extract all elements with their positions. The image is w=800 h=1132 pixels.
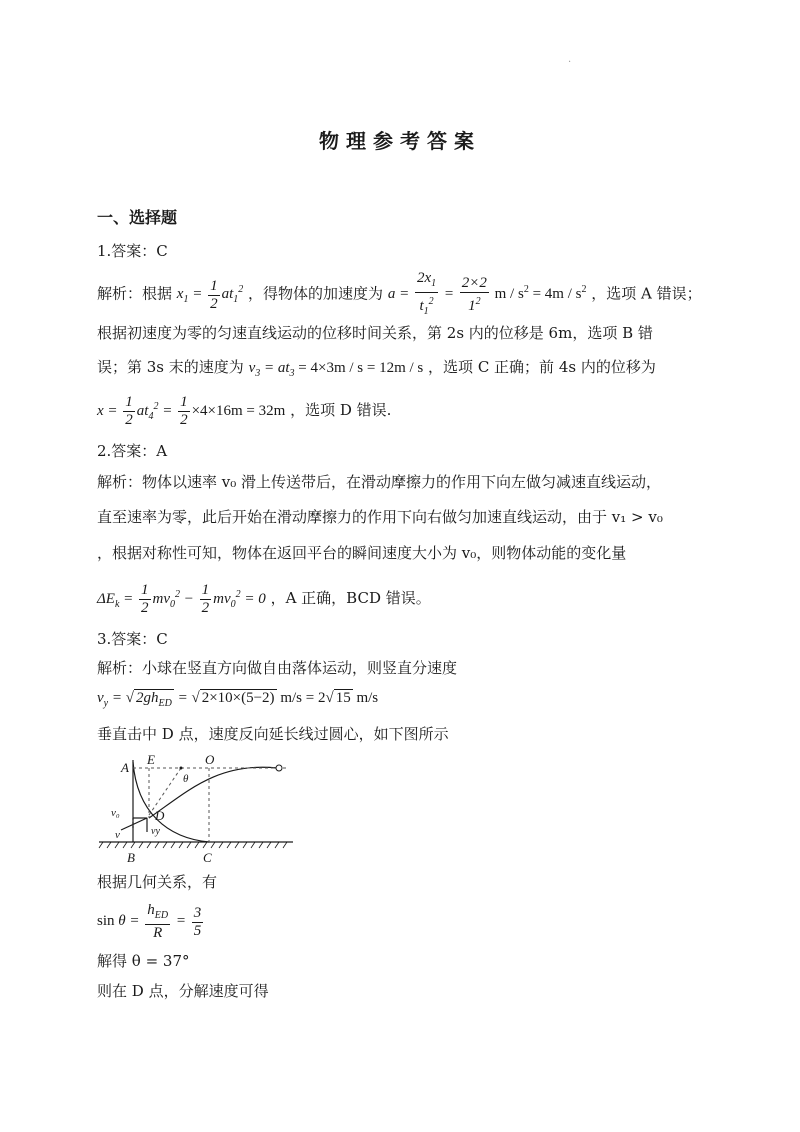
q2-line-4: $\Delta E_k$ = $\frac{1}{2}$ $mv_0^2$ − $\frac{1}{2}$ $mv_0^2 = 0$ ，A 正确，BCD 错误。 <box>97 582 431 617</box>
label-theta: θ <box>183 773 189 785</box>
label-d: D <box>155 808 165 823</box>
label-c: C <box>203 850 212 864</box>
formula-acceleration: a = $\frac{2x_1}{t_1^2}$ = $\frac{2\times 2}{1^2}$ $m / s^2 = 4m / s^2$ <box>387 270 587 317</box>
label-a: A <box>121 760 129 775</box>
start-point-marker <box>276 765 282 771</box>
formula-displacement: $x_1$ = $\frac{1}{2}$ $at_1^2$ <box>176 277 244 312</box>
label-v: v <box>115 829 120 841</box>
section-heading: 一、选择题 <box>97 208 178 227</box>
label-vy: vy <box>151 826 160 837</box>
q3-line-3: 垂直击中 D 点，速度反向延长线过圆心，如下图所示 <box>97 725 449 743</box>
ball-trajectory <box>149 767 277 818</box>
formula-total-displacement: x = $\frac{1}{2}$ $at_4^2$ = $\frac{1}{2}$ ×4×16m = 32m <box>97 394 286 429</box>
q3-line-2 <box>97 686 378 715</box>
q2-line-2: 直至速率为零，此后开始在滑动摩擦力的作用下向右做匀加速直线运动，由于 v₁ > v₀ <box>97 508 663 526</box>
trajectory-diagram <box>97 752 307 864</box>
q1-answer: 1.答案：C <box>97 242 168 260</box>
page-title: 物理参考答案 <box>319 129 481 153</box>
center-dot <box>180 767 183 770</box>
q2-line-3: ，根据对称性可知，物体在返回平台的瞬间速度大小为 v₀，则物体动能的变化量 <box>97 544 627 562</box>
formula-sine-theta: sin θ = $\frac{h_{ED}}{R}$ = $\frac{3}{5}$ <box>97 902 202 941</box>
label-b: B <box>127 850 135 864</box>
q2-answer: 2.答案：A <box>97 442 168 460</box>
velocity-vector <box>121 818 147 830</box>
header-mark: . <box>568 54 572 65</box>
q3-line-1: 解析：小球在竖直方向做自由落体运动，则竖直分速度 <box>97 659 458 677</box>
label-o: O <box>205 752 215 767</box>
formula-kinetic-energy: $\Delta E_k$ = $\frac{1}{2}$ $mv_0^2$ − $\frac{1}{2}$ $mv_0^2 = 0$ <box>97 582 266 617</box>
q3-line-4: 根据几何关系，有 <box>97 873 218 891</box>
q1-line-1: 解析：根据 $x_1$ = $\frac{1}{2}$ $at_1^2$ ，得物体的加速度为 a = $\frac{2x_1}{t_1^2}$ = $\frac{2\times 2}{1^2}$ $m / s^2 = 4m / s^2$ ，选项 A 错误； <box>97 270 702 317</box>
q1-line-3: 误；第 3s 末的速度为 $v_3 = at_3 = 4\times 3m / s = 12m / s$ ，选项 C 正确；前 4s 内的位移为 <box>97 358 656 379</box>
q2-line-1: 解析：物体以速率 v₀ 滑上传送带后，在滑动摩擦力的作用下向左做匀减速直线运动， <box>97 473 662 491</box>
label-e: E <box>147 752 155 767</box>
q1-line-4: x = $\frac{1}{2}$ $at_4^2$ = $\frac{1}{2}$ ×4×16m = 32m ，选项 D 错误. <box>97 394 392 429</box>
label-v0: v₀ <box>111 807 120 819</box>
q3-line-7: 则在 D 点，分解速度可得 <box>97 982 269 1000</box>
formula-velocity: $v_3 = at_3 = 4\times 3m / s = 12m / s$ <box>248 360 424 379</box>
formula-vertical-velocity: $v_y$ = √ $2gh_{ED}$ = √ 2×10×(5−2) m/s = 2√ 15 m/s <box>97 690 379 709</box>
q3-line-6: 解得 θ = 37° <box>97 952 190 970</box>
q3-line-5 <box>97 902 205 942</box>
q1-line-2: 根据初速度为零的匀速直线运动的位移时间关系，第 2s 内的位移是 6m，选项 B 错 <box>97 324 653 342</box>
q3-answer: 3.答案：C <box>97 630 168 648</box>
